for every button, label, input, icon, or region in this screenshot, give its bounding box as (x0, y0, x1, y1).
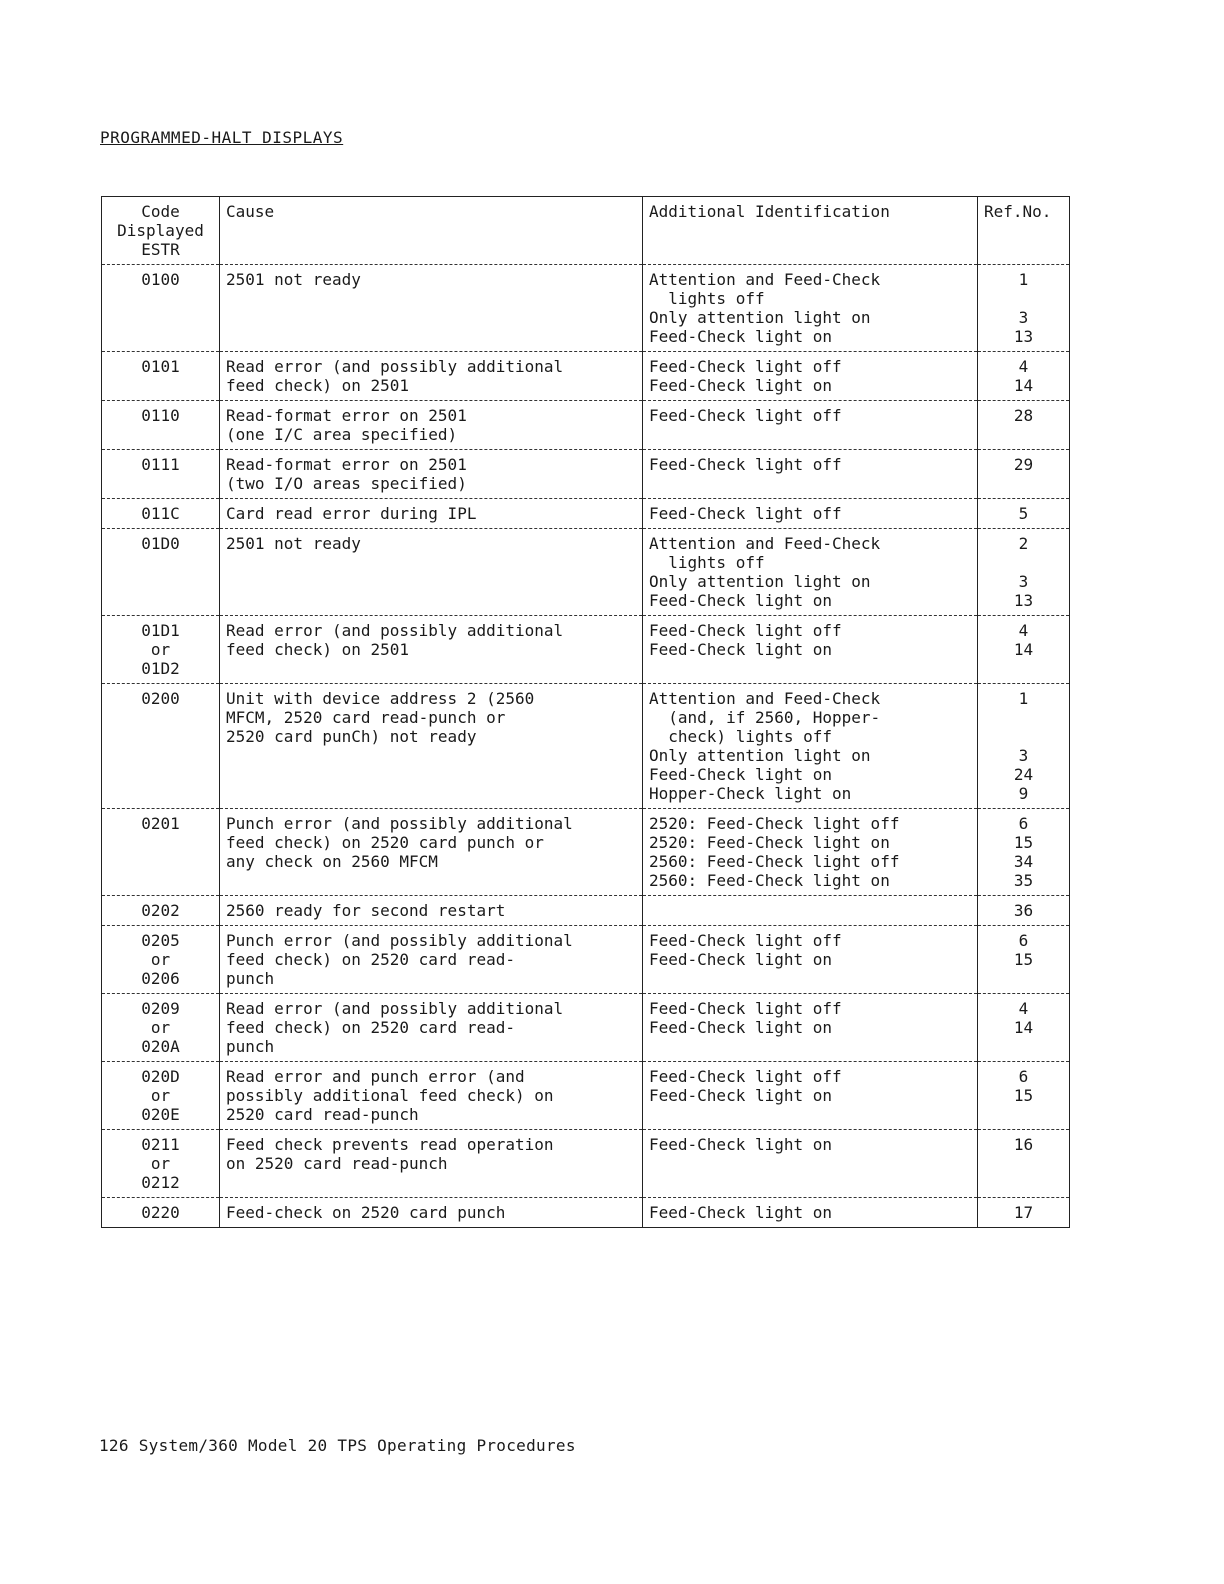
cell-code-line: 0101 (141, 357, 180, 376)
cell-additional-line: (and, if 2560, Hopper- (649, 708, 881, 727)
cell-ref-line: 9 (1018, 784, 1029, 803)
cell-additional (643, 1130, 978, 1198)
table-row (102, 352, 1070, 401)
cell-cause (220, 450, 643, 499)
cell-code-line: 0201 (141, 814, 180, 833)
cell-cause-line: on 2520 card read-punch (226, 1154, 448, 1173)
cell-cause-line: Punch error (and possibly additional (226, 931, 573, 950)
cell-ref (978, 401, 1070, 450)
cell-cause (220, 401, 643, 450)
cell-cause-line: 2520 card read-punch (226, 1105, 419, 1124)
cell-ref (978, 352, 1070, 401)
header-code-line: Code (141, 202, 180, 221)
programmed-halt-table (101, 196, 1070, 1228)
cell-additional-line: lights off (649, 289, 765, 308)
table-row (102, 529, 1070, 616)
header-code-line: ESTR (141, 240, 180, 259)
cell-ref-line: 4 (1018, 621, 1029, 640)
cell-ref-line: 3 (1018, 746, 1029, 765)
cell-cause-line: possibly additional feed check) on (226, 1086, 554, 1105)
table-row (102, 926, 1070, 994)
cell-code-line: 020A (141, 1037, 180, 1056)
cell-code-line: or (150, 640, 171, 659)
cell-additional-line: Feed-Check light off (649, 999, 842, 1018)
cell-ref (978, 450, 1070, 499)
cell-code (102, 896, 220, 926)
cell-additional-line: 2560: Feed-Check light on (649, 871, 890, 890)
cell-ref-line: 34 (1013, 852, 1034, 871)
cell-additional-line: Feed-Check light on (649, 327, 833, 346)
cell-cause-line: (two I/O areas specified) (226, 474, 467, 493)
table-row (102, 616, 1070, 684)
cell-ref (978, 1198, 1070, 1228)
table-row (102, 401, 1070, 450)
cell-ref-line: 2 (1018, 534, 1029, 553)
cell-code-line: 01D1 (141, 621, 180, 640)
cell-code-line: or (150, 950, 171, 969)
cell-ref-line: 15 (1013, 950, 1034, 969)
cell-additional-line: Feed-Check light off (649, 621, 842, 640)
cell-cause (220, 994, 643, 1062)
cell-cause-line: Unit with device address 2 (2560 (226, 689, 535, 708)
cell-additional-line: Only attention light on (649, 572, 871, 591)
cell-ref-line (984, 553, 1063, 572)
cell-ref (978, 499, 1070, 529)
cell-additional-line: Only attention light on (649, 308, 871, 327)
cell-cause (220, 529, 643, 616)
header-cause: Cause (220, 197, 643, 265)
cell-additional-line: 2520: Feed-Check light off (649, 814, 900, 833)
cell-code-line: 0100 (141, 270, 180, 289)
cell-ref-line: 1 (1018, 270, 1029, 289)
cell-ref-line: 1 (1018, 689, 1029, 708)
cell-ref-line: 15 (1013, 1086, 1034, 1105)
cell-cause-line: 2501 not ready (226, 270, 361, 289)
cell-code (102, 450, 220, 499)
cell-additional-line: Feed-Check light off (649, 931, 842, 950)
cell-additional-line: Feed-Check light off (649, 406, 842, 425)
cell-additional-line: Feed-Check light on (649, 1135, 833, 1154)
cell-cause (220, 499, 643, 529)
cell-additional-line: Feed-Check light on (649, 765, 833, 784)
cell-cause-line: Read error (and possibly additional (226, 357, 564, 376)
table-row (102, 1062, 1070, 1130)
cell-code-line: 01D0 (141, 534, 180, 553)
table-row (102, 809, 1070, 896)
cell-ref-line: 14 (1013, 1018, 1034, 1037)
cell-cause-line: (one I/C area specified) (226, 425, 458, 444)
cell-code-line: 0220 (141, 1203, 180, 1222)
cell-cause-line: feed check) on 2501 (226, 640, 410, 659)
table-row (102, 684, 1070, 809)
cell-cause-line: 2560 ready for second restart (226, 901, 506, 920)
cell-cause-line: Card read error during IPL (226, 504, 477, 523)
cell-cause-line: Feed-check on 2520 card punch (226, 1203, 506, 1222)
cell-code-line: 020D (141, 1067, 180, 1086)
cell-additional-line: Only attention light on (649, 746, 871, 765)
cell-cause-line: feed check) on 2520 card read- (226, 1018, 515, 1037)
cell-code-line: 0202 (141, 901, 180, 920)
cell-additional-line (649, 901, 971, 920)
cell-ref-line: 16 (1013, 1135, 1034, 1154)
cell-cause (220, 616, 643, 684)
cell-cause-line: any check on 2560 MFCM (226, 852, 438, 871)
cell-ref-line: 5 (1018, 504, 1029, 523)
cell-ref-line: 14 (1013, 640, 1034, 659)
cell-cause-line: 2501 not ready (226, 534, 361, 553)
cell-ref-line: 28 (1013, 406, 1034, 425)
cell-code-line: 0111 (141, 455, 180, 474)
cell-cause-line: MFCM, 2520 card read-punch or (226, 708, 506, 727)
cell-cause-line: punch (226, 1037, 275, 1056)
cell-additional-line: Feed-Check light on (649, 591, 833, 610)
cell-code (102, 809, 220, 896)
header-code (102, 197, 220, 265)
cell-cause (220, 265, 643, 352)
cell-code-line: 0205 (141, 931, 180, 950)
cell-ref-line: 3 (1018, 308, 1029, 327)
cell-code (102, 616, 220, 684)
cell-ref (978, 616, 1070, 684)
table-header-row (102, 197, 1070, 265)
cell-code-line: 0206 (141, 969, 180, 988)
cell-additional (643, 499, 978, 529)
cell-cause-line: feed check) on 2520 card read- (226, 950, 515, 969)
cell-cause (220, 1062, 643, 1130)
table-body (102, 265, 1070, 1228)
cell-cause-line: 2520 card punCh) not ready (226, 727, 477, 746)
cell-code-line: 01D2 (141, 659, 180, 678)
cell-cause-line: Read-format error on 2501 (226, 406, 467, 425)
cell-cause (220, 684, 643, 809)
cell-ref-line: 35 (1013, 871, 1034, 890)
cell-code (102, 352, 220, 401)
page-footer: 126 System/360 Model 20 TPS Operating Procedures (99, 1436, 576, 1455)
cell-code-line: 0209 (141, 999, 180, 1018)
cell-additional-line: Feed-Check light on (649, 950, 833, 969)
table-row (102, 994, 1070, 1062)
cell-code (102, 926, 220, 994)
cell-ref-line: 13 (1013, 591, 1034, 610)
cell-ref (978, 529, 1070, 616)
cell-additional-line: Hopper-Check light on (649, 784, 852, 803)
cell-code (102, 684, 220, 809)
cell-code (102, 265, 220, 352)
cell-cause (220, 926, 643, 994)
cell-cause-line: Punch error (and possibly additional (226, 814, 573, 833)
cell-additional-line: Feed-Check light off (649, 504, 842, 523)
cell-code-line: 0200 (141, 689, 180, 708)
cell-cause-line: Read error (and possibly additional (226, 621, 564, 640)
cell-additional (643, 450, 978, 499)
header-ref: Ref.No. (978, 197, 1070, 265)
cell-additional (643, 616, 978, 684)
cell-code (102, 994, 220, 1062)
cell-additional (643, 994, 978, 1062)
cell-additional (643, 401, 978, 450)
cell-code-line: or (150, 1086, 171, 1105)
cell-additional (643, 1062, 978, 1130)
cell-ref-line: 6 (1018, 931, 1029, 950)
cell-code-line: or (150, 1018, 171, 1037)
cell-ref (978, 926, 1070, 994)
cell-additional (643, 265, 978, 352)
cell-additional (643, 896, 978, 926)
header-additional: Additional Identification (643, 197, 978, 265)
cell-ref-line: 4 (1018, 999, 1029, 1018)
cell-ref-line: 13 (1013, 327, 1034, 346)
cell-ref (978, 684, 1070, 809)
cell-code-line: 020E (141, 1105, 180, 1124)
cell-additional-line: check) lights off (649, 727, 833, 746)
cell-additional-line: Attention and Feed-Check (649, 689, 881, 708)
cell-code (102, 401, 220, 450)
cell-cause-line: feed check) on 2520 card punch or (226, 833, 544, 852)
table-row (102, 896, 1070, 926)
cell-ref (978, 896, 1070, 926)
cell-cause-line: Feed check prevents read operation (226, 1135, 554, 1154)
cell-additional-line: Feed-Check light on (649, 1018, 833, 1037)
cell-additional (643, 684, 978, 809)
cell-code (102, 1062, 220, 1130)
cell-additional (643, 926, 978, 994)
cell-code (102, 529, 220, 616)
cell-cause (220, 352, 643, 401)
cell-ref-line: 15 (1013, 833, 1034, 852)
cell-additional-line: Feed-Check light on (649, 1203, 833, 1222)
cell-ref-line: 4 (1018, 357, 1029, 376)
cell-code (102, 1198, 220, 1228)
cell-additional-line: Attention and Feed-Check (649, 270, 881, 289)
cell-ref-line: 14 (1013, 376, 1034, 395)
cell-additional (643, 529, 978, 616)
cell-additional-line: Attention and Feed-Check (649, 534, 881, 553)
cell-cause-line: punch (226, 969, 275, 988)
cell-ref-line: 6 (1018, 814, 1029, 833)
cell-cause-line: Read error and punch error (and (226, 1067, 525, 1086)
cell-additional-line: lights off (649, 553, 765, 572)
cell-code-line: 0110 (141, 406, 180, 425)
cell-additional (643, 1198, 978, 1228)
cell-code-line: 0212 (141, 1173, 180, 1192)
cell-additional-line: Feed-Check light off (649, 1067, 842, 1086)
cell-ref-line (984, 727, 1063, 746)
cell-additional-line: Feed-Check light off (649, 455, 842, 474)
cell-ref (978, 265, 1070, 352)
cell-cause (220, 1130, 643, 1198)
cell-ref-line (984, 708, 1063, 727)
cell-additional-line: Feed-Check light off (649, 357, 842, 376)
cell-additional (643, 352, 978, 401)
cell-ref-line: 17 (1013, 1203, 1034, 1222)
cell-ref-line (984, 289, 1063, 308)
cell-ref-line: 36 (1013, 901, 1034, 920)
cell-ref-line: 29 (1013, 455, 1034, 474)
cell-cause (220, 809, 643, 896)
table-row (102, 265, 1070, 352)
cell-code (102, 1130, 220, 1198)
cell-ref-line: 24 (1013, 765, 1034, 784)
table-row (102, 499, 1070, 529)
cell-ref-line: 3 (1018, 572, 1029, 591)
cell-cause-line: feed check) on 2501 (226, 376, 410, 395)
cell-ref (978, 1130, 1070, 1198)
cell-cause (220, 1198, 643, 1228)
table-row (102, 1130, 1070, 1198)
cell-additional-line: Feed-Check light on (649, 1086, 833, 1105)
cell-additional (643, 809, 978, 896)
cell-code-line: or (150, 1154, 171, 1173)
cell-additional-line: Feed-Check light on (649, 640, 833, 659)
cell-ref-line: 6 (1018, 1067, 1029, 1086)
cell-ref (978, 994, 1070, 1062)
cell-cause-line: Read-format error on 2501 (226, 455, 467, 474)
cell-code-line: 0211 (141, 1135, 180, 1154)
cell-additional-line: 2520: Feed-Check light on (649, 833, 890, 852)
page-heading: PROGRAMMED-HALT DISPLAYS (100, 128, 344, 147)
cell-cause-line: Read error (and possibly additional (226, 999, 564, 1018)
cell-code (102, 499, 220, 529)
cell-additional-line: 2560: Feed-Check light off (649, 852, 900, 871)
cell-ref (978, 1062, 1070, 1130)
cell-ref (978, 809, 1070, 896)
cell-code-line: 011C (141, 504, 180, 523)
header-code-line: Displayed (117, 221, 204, 240)
table-row (102, 1198, 1070, 1228)
table-row (102, 450, 1070, 499)
cell-cause (220, 896, 643, 926)
cell-additional-line: Feed-Check light on (649, 376, 833, 395)
